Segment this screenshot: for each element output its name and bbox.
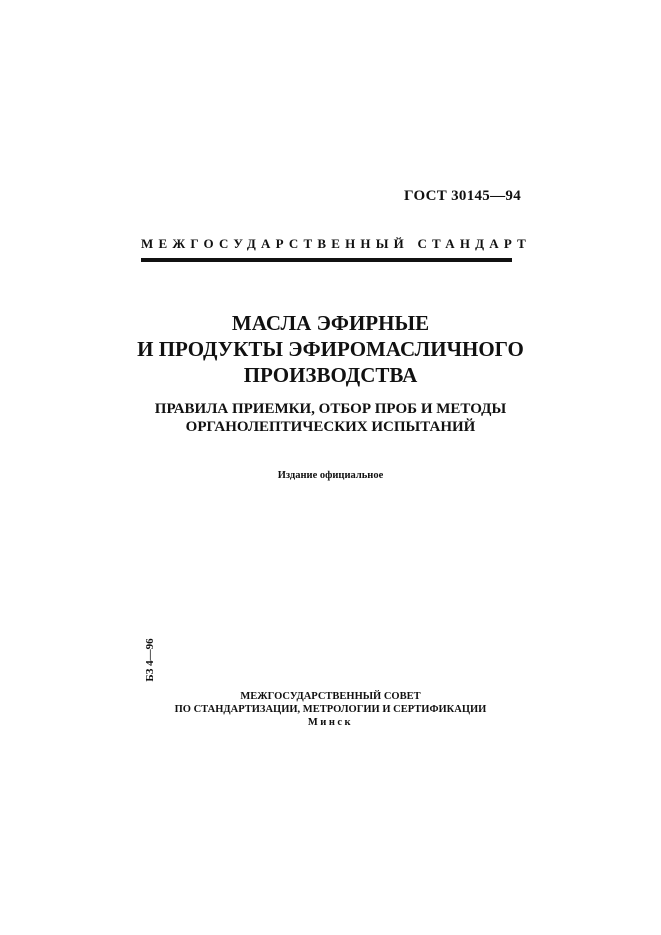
publisher-line-1: МЕЖГОСУДАРСТВЕННЫЙ СОВЕТ [240, 691, 421, 702]
standard-type-heading: МЕЖГОСУДАРСТВЕННЫЙ СТАНДАРТ [141, 236, 532, 251]
title-line-2: И ПРОДУКТЫ ЭФИРОМАСЛИЧНОГО [137, 337, 524, 361]
document-subtitle [100, 400, 561, 436]
publisher-line-2: ПО СТАНДАРТИЗАЦИИ, МЕТРОЛОГИИ И СЕРТИФИКАЦИИ [174, 704, 487, 715]
title-line-1: МАСЛА ЭФИРНЫЕ [231, 311, 430, 335]
header-divider [141, 258, 512, 262]
document-title [100, 310, 561, 388]
edition-label: Издание официальное [277, 470, 384, 481]
subtitle-line-2: ОРГАНОЛЕПТИЧЕСКИХ ИСПЫТАНИЙ [185, 419, 476, 435]
subtitle-line-1: ПРАВИЛА ПРИЕМКИ, ОТБОР ПРОБ И МЕТОДЫ [154, 401, 507, 417]
side-code: БЗ 4—96 [144, 638, 156, 682]
title-line-3: ПРОИЗВОДСТВА [243, 363, 418, 387]
gost-number: ГОСТ 30145—94 [403, 188, 521, 204]
publisher-city: Минск [307, 717, 354, 728]
publisher-block [100, 690, 561, 729]
